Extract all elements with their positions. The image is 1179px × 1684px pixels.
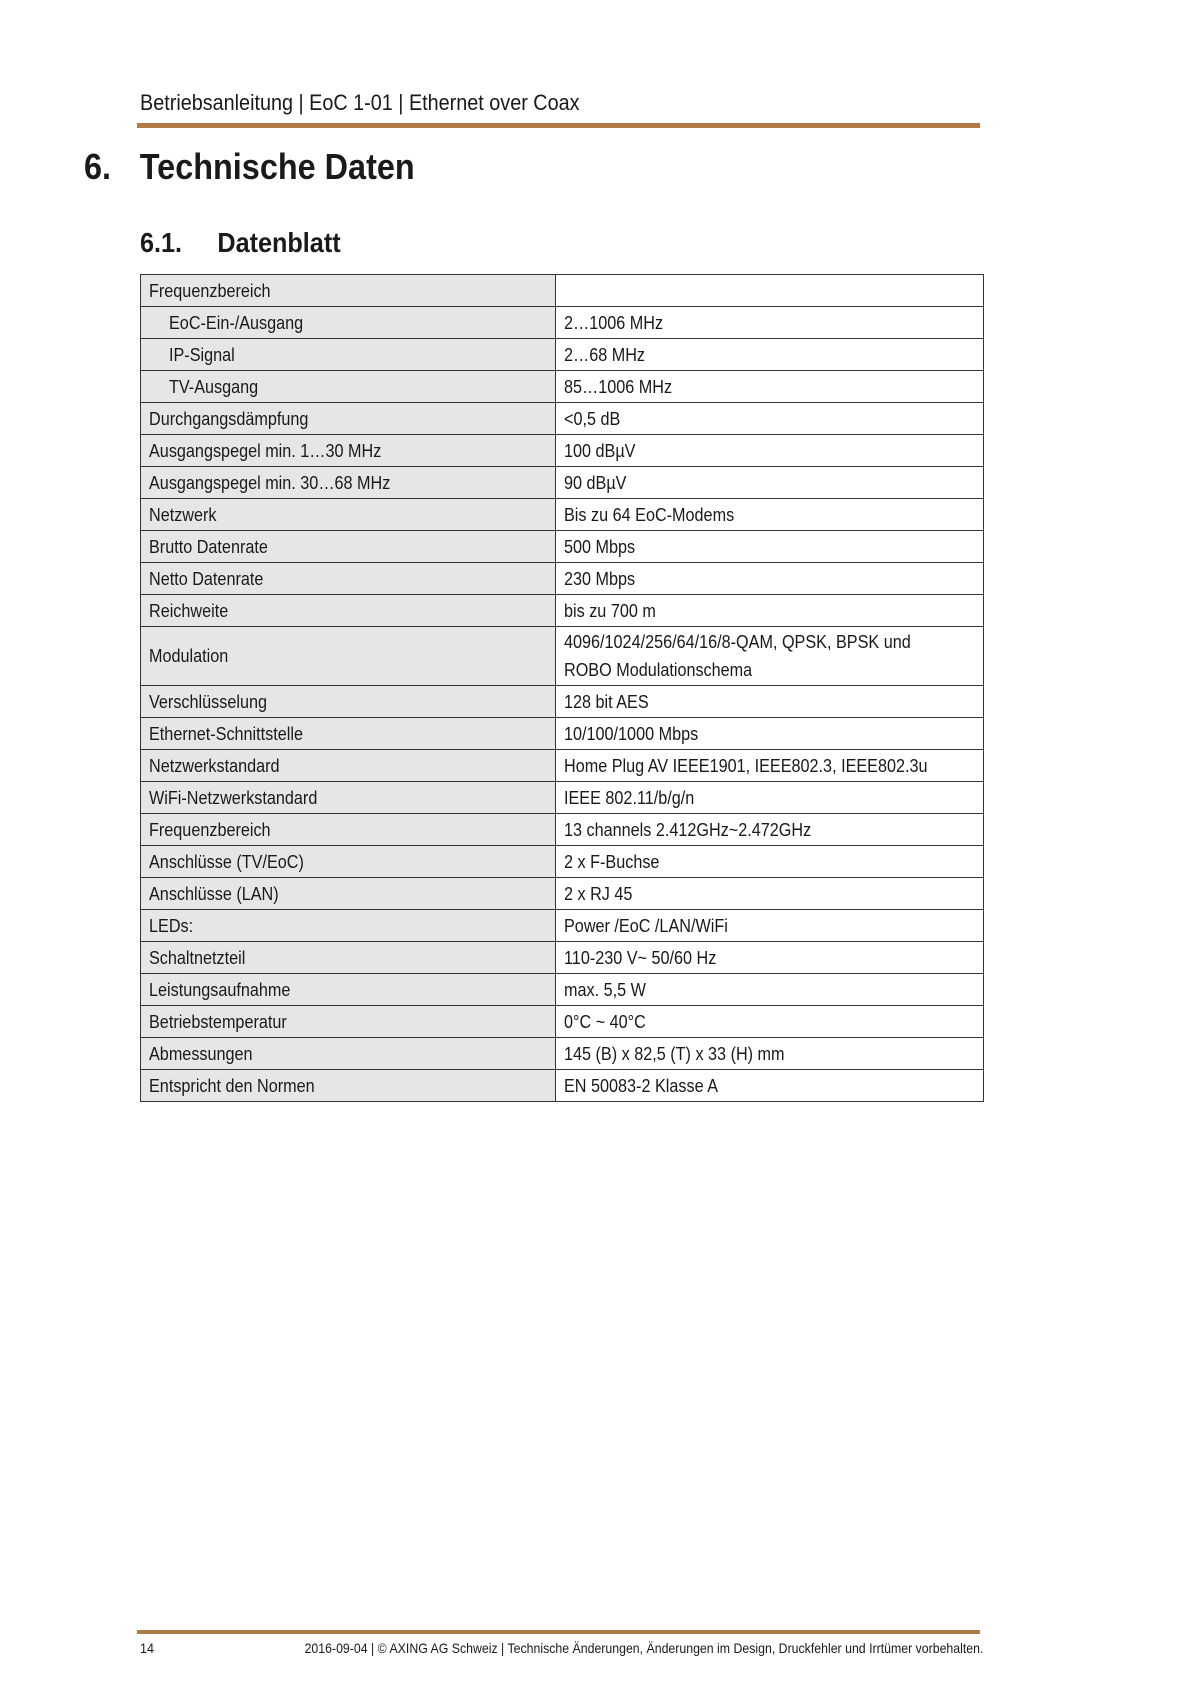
table-row bbox=[141, 750, 984, 782]
row-value: 0°C ~ 40°C bbox=[556, 1006, 984, 1038]
row-label: LEDs: bbox=[141, 910, 556, 942]
section-title: Technische Daten bbox=[139, 146, 415, 187]
row-label: Leistungsaufnahme bbox=[141, 974, 556, 1006]
table-row bbox=[141, 307, 984, 339]
page-number: 14 bbox=[140, 1640, 155, 1656]
table-row bbox=[141, 942, 984, 974]
row-value: Power /EoC /LAN/WiFi bbox=[556, 910, 984, 942]
row-value: 500 Mbps bbox=[556, 531, 984, 563]
row-label: Anschlüsse (LAN) bbox=[141, 878, 556, 910]
row-value: Bis zu 64 EoC-Modems bbox=[556, 499, 984, 531]
row-label: Betriebstemperatur bbox=[141, 1006, 556, 1038]
table-row bbox=[141, 403, 984, 435]
row-value: 13 channels 2.412GHz~2.472GHz bbox=[556, 814, 984, 846]
row-label: IP-Signal bbox=[141, 339, 556, 371]
section-number: 6. bbox=[84, 146, 112, 187]
row-label: Ausgangspegel min. 30…68 MHz bbox=[141, 467, 556, 499]
row-value: 2 x RJ 45 bbox=[556, 878, 984, 910]
section-heading bbox=[84, 146, 415, 188]
row-value: 2 x F-Buchse bbox=[556, 846, 984, 878]
row-label: WiFi-Netzwerkstandard bbox=[141, 782, 556, 814]
row-value: max. 5,5 W bbox=[556, 974, 984, 1006]
table-row bbox=[141, 339, 984, 371]
row-value: 110-230 V~ 50/60 Hz bbox=[556, 942, 984, 974]
table-row bbox=[141, 974, 984, 1006]
row-label: Entspricht den Normen bbox=[141, 1070, 556, 1102]
table-row bbox=[141, 718, 984, 750]
row-label: Verschlüsselung bbox=[141, 686, 556, 718]
table-row bbox=[141, 435, 984, 467]
row-value: <0,5 dB bbox=[556, 403, 984, 435]
table-row bbox=[141, 1038, 984, 1070]
header-rule bbox=[137, 123, 980, 128]
row-label: Frequenzbereich bbox=[141, 275, 556, 307]
table-row bbox=[141, 371, 984, 403]
row-value: 2…1006 MHz bbox=[556, 307, 984, 339]
table-row bbox=[141, 499, 984, 531]
row-value: 10/100/1000 Mbps bbox=[556, 718, 984, 750]
row-label: Brutto Datenrate bbox=[141, 531, 556, 563]
table-row bbox=[141, 782, 984, 814]
row-label: Ethernet-Schnittstelle bbox=[141, 718, 556, 750]
table-row bbox=[141, 1070, 984, 1102]
subsection-heading bbox=[140, 227, 341, 259]
row-label: Modulation bbox=[141, 627, 556, 686]
row-label: TV-Ausgang bbox=[141, 371, 556, 403]
row-value: Home Plug AV IEEE1901, IEEE802.3, IEEE802.3u bbox=[556, 750, 984, 782]
row-value: 145 (B) x 82,5 (T) x 33 (H) mm bbox=[556, 1038, 984, 1070]
table-row bbox=[141, 1006, 984, 1038]
row-value: 2…68 MHz bbox=[556, 339, 984, 371]
row-value-line-1: 4096/1024/256/64/16/8-QAM, QPSK, BPSK und bbox=[564, 632, 911, 652]
row-label: Abmessungen bbox=[141, 1038, 556, 1070]
row-value bbox=[556, 275, 984, 307]
row-label: Frequenzbereich bbox=[141, 814, 556, 846]
row-label: Anschlüsse (TV/EoC) bbox=[141, 846, 556, 878]
row-value: 90 dBµV bbox=[556, 467, 984, 499]
table-row bbox=[141, 531, 984, 563]
row-value: 230 Mbps bbox=[556, 563, 984, 595]
table-row bbox=[141, 910, 984, 942]
table-row bbox=[141, 627, 984, 686]
table-row bbox=[141, 595, 984, 627]
row-label: Reichweite bbox=[141, 595, 556, 627]
row-value bbox=[556, 627, 984, 686]
row-label: Netzwerk bbox=[141, 499, 556, 531]
table-row bbox=[141, 686, 984, 718]
subsection-title: Datenblatt bbox=[217, 227, 341, 258]
table-row bbox=[141, 275, 984, 307]
row-label: Netzwerkstandard bbox=[141, 750, 556, 782]
table-row bbox=[141, 846, 984, 878]
row-label: Ausgangspegel min. 1…30 MHz bbox=[141, 435, 556, 467]
row-value: 85…1006 MHz bbox=[556, 371, 984, 403]
footer-disclaimer: 2016-09-04 | © AXING AG Schweiz | Technische Änderungen, Änderungen im Design, Druckfehler und Irrtümer vorbehalten. bbox=[304, 1640, 983, 1656]
row-value-line-2: ROBO Modulationschema bbox=[564, 660, 753, 680]
row-value: 100 dBµV bbox=[556, 435, 984, 467]
row-label: Durchgangsdämpfung bbox=[141, 403, 556, 435]
table-row bbox=[141, 563, 984, 595]
row-value: EN 50083-2 Klasse A bbox=[556, 1070, 984, 1102]
row-label: EoC-Ein-/Ausgang bbox=[141, 307, 556, 339]
row-value: bis zu 700 m bbox=[556, 595, 984, 627]
row-label: Schaltnetzteil bbox=[141, 942, 556, 974]
table-row bbox=[141, 467, 984, 499]
footer-rule bbox=[137, 1630, 980, 1634]
row-value: IEEE 802.11/b/g/n bbox=[556, 782, 984, 814]
subsection-number: 6.1. bbox=[140, 227, 183, 258]
table-row bbox=[141, 878, 984, 910]
row-label: Netto Datenrate bbox=[141, 563, 556, 595]
datasheet-table bbox=[140, 274, 984, 1102]
row-value: 128 bit AES bbox=[556, 686, 984, 718]
running-header: Betriebsanleitung | EoC 1-01 | Ethernet over Coax bbox=[140, 90, 580, 115]
table-row bbox=[141, 814, 984, 846]
